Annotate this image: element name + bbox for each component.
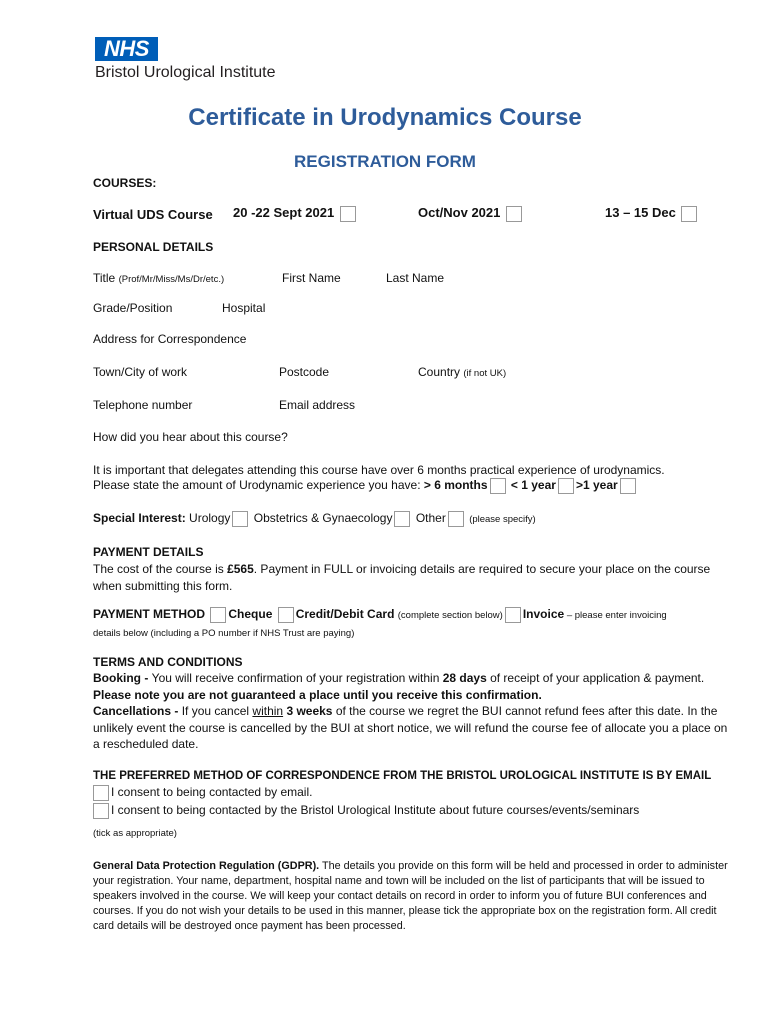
page-title: Certificate in Urodynamics Course (188, 104, 582, 131)
interest-hint: (please specify) (469, 514, 536, 526)
booking-note: Please note you are not guaranteed a place until you receive this confirmation. (93, 687, 542, 702)
grade-label: Grade/Position (93, 301, 173, 315)
telephone-label: Telephone number (93, 398, 193, 412)
title-field-label (93, 271, 224, 285)
gdpr-paragraph (93, 859, 733, 934)
org-name: Bristol Urological Institute (95, 64, 276, 81)
consent-bui-label: I consent to being contacted by the Bristol Urological Institute about future courses/events/seminars (111, 803, 640, 818)
card-label: Credit/Debit Card (295, 607, 395, 622)
hear-about-label: How did you hear about this course? (93, 430, 288, 444)
course-option-3[interactable] (605, 205, 699, 222)
payment-details-heading: PAYMENT DETAILS (93, 545, 204, 559)
interest-option-3-checkbox[interactable] (448, 511, 464, 527)
special-interest-row (93, 511, 536, 527)
payment-text-before: The cost of the course is (93, 562, 228, 576)
experience-option-3-checkbox[interactable] (620, 478, 636, 494)
tick-hint: (tick as appropriate) (93, 828, 177, 839)
cheque-checkbox[interactable] (210, 607, 226, 623)
invoice-hint: – please enter invoicing (564, 610, 667, 622)
country-hint: (if not UK) (463, 368, 507, 379)
hospital-label: Hospital (222, 301, 266, 315)
interest-option-1-label: Urology (189, 511, 231, 526)
interest-option-1-checkbox[interactable] (232, 511, 248, 527)
payment-method-row (93, 607, 667, 623)
page-subtitle: REGISTRATION FORM (294, 152, 476, 171)
course-option-2-label: Oct/Nov 2021 (418, 205, 501, 220)
cancellations-label: Cancellations - (93, 704, 182, 718)
experience-option-2-label: < 1 year (510, 478, 556, 493)
payment-text-after: . Payment in FULL or invoicing details are required to secure your place on the course when submitting this form. (93, 562, 711, 593)
cancel-text-2: of the course we regret the BUI cannot refund fees after this date. In the unlikely event the course is cancelled by the BUI at short notice, we will refund the course fee of allocate you a place on a rescheduled date. (93, 704, 728, 751)
cancel-within: within (252, 704, 284, 718)
booking-label: Booking - (93, 671, 152, 685)
title-hint: (Prof/Mr/Miss/Ms/Dr/etc.) (118, 274, 225, 285)
course-option-3-label: 13 – 15 Dec (605, 205, 676, 220)
first-name-label: First Name (282, 271, 341, 285)
invoice-label: Invoice (522, 607, 565, 622)
gdpr-label: General Data Protection Regulation (GDPR). (93, 860, 320, 872)
experience-option-3-label: >1 year (575, 478, 618, 493)
interest-option-2-label: Obstetrics & Gynaecology (253, 511, 393, 526)
experience-question: Please state the amount of Urodynamic experience you have: (93, 478, 421, 493)
cheque-label: Cheque (228, 607, 273, 622)
address-label: Address for Correspondence (93, 332, 247, 346)
consent-email-label: I consent to being contacted by email. (111, 785, 313, 800)
booking-days: 28 days (442, 671, 487, 685)
experience-line-2 (93, 478, 638, 494)
card-hint: (complete section below) (397, 610, 503, 622)
payment-details-text (93, 561, 733, 594)
course-option-1-label: 20 -22 Sept 2021 (233, 205, 335, 220)
course-option-3-checkbox[interactable] (681, 206, 697, 222)
courses-label: COURSES: (93, 176, 157, 190)
terms-heading: TERMS AND CONDITIONS (93, 655, 243, 669)
experience-option-1-checkbox[interactable] (490, 478, 506, 494)
postcode-label: Postcode (279, 365, 330, 379)
experience-line-1: It is important that delegates attending this course have over 6 months practical experience of urodynamics. (93, 463, 665, 477)
interest-option-2-checkbox[interactable] (394, 511, 410, 527)
card-checkbox[interactable] (278, 607, 294, 623)
last-name-label: Last Name (386, 271, 445, 285)
course-name: Virtual UDS Course (93, 207, 213, 222)
gdpr-text: The details you provide on this form will be held and processed in order to administer your registration. Your name, department, hospital name and town will be included on the list of participants that will be issued to speakers involved in the course. We will keep your contact details on record in order to inform you of future BUI conferences and courses. If you do not wish your details to be used in this manner, please tick the appropriate box on the registration form. All credit card details will be destroyed once payment has been processed. (93, 860, 728, 932)
consent-email-checkbox[interactable] (93, 785, 109, 801)
nhs-logo: NHS (95, 37, 158, 61)
course-option-2-checkbox[interactable] (506, 206, 522, 222)
cancellations-paragraph (93, 703, 733, 753)
cancel-text-1: If you cancel (181, 704, 253, 718)
booking-text-2: of receipt of your application & payment. (486, 671, 705, 685)
consent-email-row[interactable] (93, 785, 312, 801)
consent-bui-checkbox[interactable] (93, 803, 109, 819)
course-option-2[interactable] (418, 205, 524, 222)
experience-option-2-checkbox[interactable] (558, 478, 574, 494)
town-label: Town/City of work (93, 365, 188, 379)
cancel-weeks: 3 weeks (286, 704, 333, 718)
booking-text-1: You will receive confirmation of your registration within (151, 671, 443, 685)
course-cost: £565 (227, 562, 254, 576)
experience-option-1-label: > 6 months (423, 478, 488, 493)
booking-paragraph (93, 670, 733, 703)
course-option-1[interactable] (233, 205, 358, 222)
personal-details-heading: PERSONAL DETAILS (93, 240, 214, 254)
country-label: Country (418, 365, 461, 379)
interest-option-3-label: Other (415, 511, 446, 526)
correspondence-heading: THE PREFERRED METHOD OF CORRESPONDENCE FROM THE BRISTOL UROLOGICAL INSTITUTE IS BY EMAIL (93, 770, 712, 782)
email-label: Email address (279, 398, 356, 412)
consent-bui-row[interactable] (93, 803, 639, 819)
invoice-checkbox[interactable] (505, 607, 521, 623)
course-option-1-checkbox[interactable] (340, 206, 356, 222)
payment-method-label: PAYMENT METHOD (93, 607, 206, 622)
country-field-label (418, 365, 506, 379)
title-label: Title (93, 271, 116, 285)
special-interest-label: Special Interest: (93, 511, 186, 526)
invoice-hint-line-2: details below (including a PO number if NHS Trust are paying) (93, 628, 355, 639)
